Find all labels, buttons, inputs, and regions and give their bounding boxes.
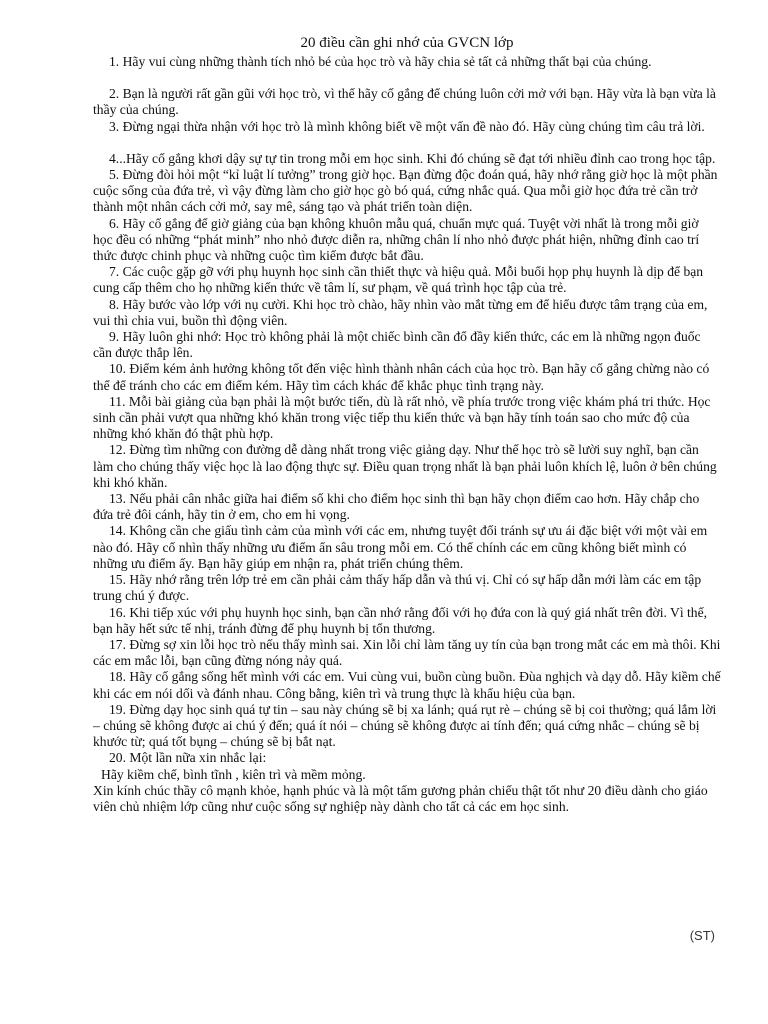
list-item-3: 3. Đừng ngại thừa nhận với học trò là mình không biết về một vấn đề nào đó. Hãy cùng chúng tìm câu trả lời.	[109, 118, 705, 134]
list-item-14: 14. Không cần che giấu tình cảm của mình với các em, nhưng tuyệt đối tránh sự ưu ái đặc biệt với một vài em nào đó. Hãy cố nhìn thấy những ưu điểm ẩn sâu trong mỗi em. Có thể chính các em cũng không biết mình có những ưu điểm ấy. Bạn hãy giúp em nhận ra, phát triển chúng thêm.	[93, 523, 708, 571]
list-item-7: 7. Các cuộc gặp gỡ với phụ huynh học sinh cần thiết thực và hiệu quả. Mỗi buổi họp phụ huynh là dịp để bạn cung cấp thêm cho họ những kiến thức về tâm lí, sư phạm, về quá trình học tập của trẻ.	[93, 264, 704, 296]
list-item-2: 2. Bạn là người rất gần gũi với học trò, vì thế hãy cố gắng để chúng luôn cởi mở với bạn. Hãy vừa là bạn vừa là thầy của chúng.	[93, 86, 716, 118]
list-item-13: 13. Nếu phải cân nhắc giữa hai điểm số khi cho điểm học sinh thì bạn hãy chọn điểm cao hơn. Hãy chắp cho đứa trẻ đôi cánh, hãy tin ở em, cho em hi vọng.	[93, 491, 700, 523]
list-item-9: 9. Hãy luôn ghi nhớ: Học trò không phải là một chiếc bình cần đổ đầy kiến thức, các em là những ngọn đuốc cần được thắp lên.	[93, 329, 701, 361]
list-item-12: 12. Đừng tìm những con đường dễ dàng nhất trong việc giảng dạy. Như thế học trò sẽ lười suy nghĩ, bạn cần làm cho chúng thấy việc học là lao động thực sự. Điều quan trọng nhất là bạn phải luôn khích lệ, luôn ở bên chúng khi khó khăn.	[93, 442, 717, 490]
list-item-16: 16. Khi tiếp xúc với phụ huynh học sinh, bạn cần nhớ rằng đối với họ đứa con là quý giá nhất trên đời. Vì thế, bạn hãy hết sức tế nhị, tránh đừng để phụ huynh bị tổn thương.	[93, 604, 708, 636]
list-item-19: 19. Đừng dạy học sinh quá tự tin – sau này chúng sẽ bị xa lánh; quá rụt rè – chúng sẽ bị coi thường; quá lắm lời – chúng sẽ không được ai chú ý đến; quá ít nói – chúng sẽ không được ai tính đến; quá cứng nhắc – chúng sẽ bị khước từ; quá tốt bụng – chúng sẽ bị bắt nạt.	[93, 701, 717, 750]
list-item-5: 5. Đừng đòi hỏi một “kỉ luật lí tưởng” trong giờ học. Bạn đừng độc đoán quá, hãy nhớ rằng giờ học là một phần cuộc sống của đứa trẻ, vì vậy đừng làm cho giờ học gò bó quá, cứng nhắc quá. Qua mỗi giờ học đứa trẻ cần trở thành một nhân cách cởi mở, say mê, sáng tạo và phát triển toàn diện.	[93, 167, 718, 215]
list-item-8: 8. Hãy bước vào lớp với nụ cười. Khi học trò chào, hãy nhìn vào mắt từng em để hiểu được tâm trạng của em, vui thì chia vui, buồn thì động viên.	[93, 296, 708, 328]
page-title: 20 điều cần ghi nhớ của GVCN lớp	[300, 35, 514, 51]
list-item-20: 20. Một lần nữa xin nhắc lại:	[109, 750, 267, 766]
list-item-11: 11. Mỗi bài giảng của bạn phải là một bước tiến, dù là rất nhỏ, về phía trước trong việc khám phá tri thức. Học sinh cần phải vượt qua những khó khăn trong việc tiếp thu kiến thức và bạn hãy tính toán sao cho mức độ của những khó khăn đó thật phù hợp.	[93, 393, 711, 442]
list-item-1: 1. Hãy vui cùng những thành tích nhỏ bé của học trò và hãy chia sẻ tất cả những thất bại của chúng.	[109, 54, 652, 69]
list-item-20-detail: Hãy kiềm chế, bình tĩnh , kiên trì và mềm mỏng.	[101, 766, 366, 782]
list-item-4: 4...Hãy cố gắng khơi dậy sự tự tin trong mỗi em học sinh. Khi đó chúng sẽ đạt tới nhiều đỉnh cao trong học tập.	[109, 150, 716, 166]
list-item-15: 15. Hãy nhớ rằng trên lớp trẻ em cần phải cảm thấy hấp dẫn và thú vị. Chỉ có sự hấp dẫn mới làm các em tập trung chú ý được.	[93, 572, 702, 604]
list-item-18: 18. Hãy cố gắng sống hết mình với các em. Vui cùng vui, buồn cùng buồn. Đùa nghịch và dạy dỗ. Hãy kiềm chế khi các em nói dối và đánh nhau. Công bằng, kiên trì và trung thực là khẩu hiệu của bạn.	[93, 669, 721, 701]
list-item-6: 6. Hãy cố gắng để giờ giảng của bạn không khuôn mẫu quá, chuẩn mực quá. Tuyệt vời nhất là trong mỗi giờ học đều có những “phát minh” nho nhỏ được diễn ra, những chân lí nho nhỏ được phát hiện, những đỉnh cao trí thức được chinh phục và những cuộc tìm kiếm được bắt đầu.	[93, 215, 700, 264]
list-item-17: 17. Đừng sợ xin lỗi học trò nếu thấy mình sai. Xin lỗi chỉ làm tăng uy tín của bạn trong mắt các em mà thôi. Khi các em mắc lỗi, bạn cũng đừng nóng nảy quá.	[93, 636, 721, 669]
source-credit: (ST)	[689, 928, 715, 943]
closing-paragraph: Xin kính chúc thầy cô mạnh khỏe, hạnh phúc và là một tấm gương phản chiếu thật tốt như 20 điều dành cho giáo viên chủ nhiệm lớp cũng như cuộc sống sự nghiệp này dành cho tất cả các em học sinh.	[93, 782, 708, 814]
list-item-10: 10. Điểm kém ảnh hưởng không tốt đến việc hình thành nhân cách của học trò. Bạn hãy cố gắng chừng nào có thể để tránh cho các em điểm kém. Hãy tìm cách khác để khắc phục tình trạng này.	[93, 361, 710, 393]
rules-list	[93, 54, 721, 783]
document-page	[93, 34, 721, 815]
